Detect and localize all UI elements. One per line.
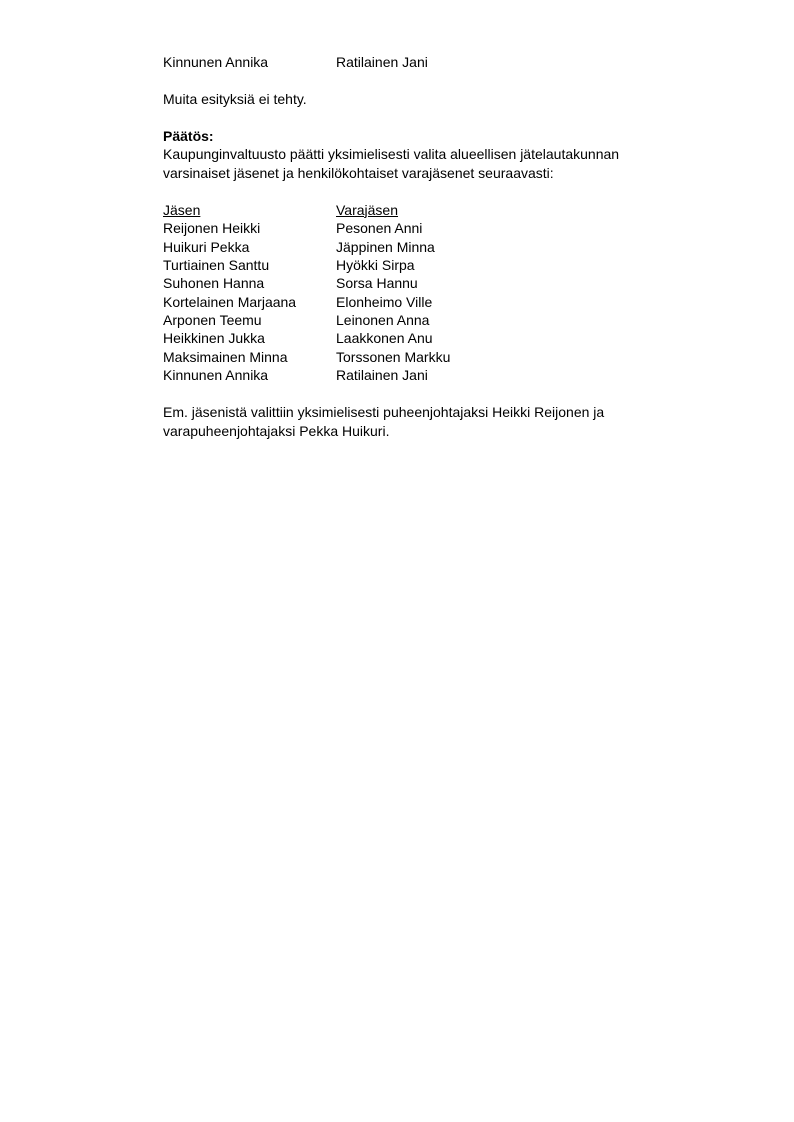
table-row — [163, 311, 663, 329]
deputy-column-header: Varajäsen — [336, 201, 399, 218]
no-other-proposals-text: Muita esityksiä ei tehty. — [163, 90, 307, 107]
table-row — [163, 219, 663, 237]
closing-text-line-2: varapuheenjohtajaksi Pekka Huikuri. — [163, 422, 390, 439]
deputy-name: Leinonen Anna — [336, 312, 430, 329]
deputy-name: Hyökki Sirpa — [336, 256, 415, 273]
member-name: Heikkinen Jukka — [163, 330, 265, 347]
deputy-name: Torssonen Markku — [336, 348, 451, 365]
deputy-name: Pesonen Anni — [336, 220, 423, 237]
table-row — [163, 293, 663, 311]
deputy-name: Jäppinen Minna — [336, 238, 435, 255]
table-row — [163, 329, 663, 347]
deputy-name: Ratilainen Jani — [336, 367, 428, 384]
document-page — [163, 53, 663, 440]
member-name: Reijonen Heikki — [163, 220, 261, 237]
members-table-header — [163, 201, 663, 219]
table-row — [163, 256, 663, 274]
member-name: Suhonen Hanna — [163, 275, 265, 292]
member-name: Arponen Teemu — [163, 312, 262, 329]
table-row — [163, 366, 663, 384]
table-row — [163, 348, 663, 366]
member-column-header: Jäsen — [163, 201, 201, 218]
member-name: Maksimainen Minna — [163, 348, 288, 365]
decision-text-line-1: Kaupunginvaltuusto päätti yksimielisesti valita alueellisen jätelautakunnan — [163, 146, 620, 163]
top-member-name: Kinnunen Annika — [163, 54, 269, 70]
member-name: Turtiainen Santtu — [163, 256, 270, 273]
table-row — [163, 238, 663, 256]
deputy-name: Elonheimo Ville — [336, 293, 433, 310]
member-name: Kinnunen Annika — [163, 367, 269, 384]
decision-heading: Päätös: — [163, 127, 214, 144]
member-name: Huikuri Pekka — [163, 238, 250, 255]
deputy-name: Sorsa Hannu — [336, 275, 418, 292]
top-deputy-name: Ratilainen Jani — [336, 54, 428, 70]
top-member-pair — [163, 53, 663, 71]
closing-text-line-1: Em. jäsenistä valittiin yksimielisesti puheenjohtajaksi Heikki Reijonen ja — [163, 404, 605, 421]
table-row — [163, 274, 663, 292]
deputy-name: Laakkonen Anu — [336, 330, 433, 347]
decision-text-line-2: varsinaiset jäsenet ja henkilökohtaiset varajäsenet seuraavasti: — [163, 164, 554, 181]
member-name: Kortelainen Marjaana — [163, 293, 297, 310]
